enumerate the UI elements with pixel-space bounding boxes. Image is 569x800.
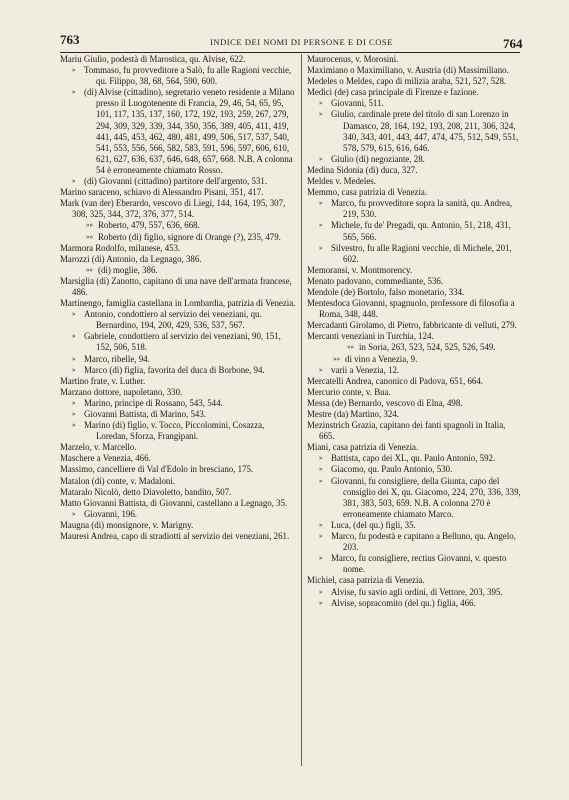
index-entry [60, 254, 296, 265]
index-entry: » Luca, (del qu.) figli, 35. [319, 519, 416, 530]
index-entry [60, 376, 296, 387]
index-entry-text: Mendole (de) Bortolo, falso monetario, 334. [307, 286, 465, 297]
index-entry-text: Luca, (del qu.) figli, 35. [331, 519, 416, 530]
index-entry-text: Battista, capo dei XL, qu. Paulo Antonio, 592. [331, 453, 496, 464]
index-entry-text: Giovanni, 196. [84, 508, 137, 519]
index-entry [307, 575, 521, 586]
index-entry-text: Maugna (di) monsignore, v. Marigny. [60, 519, 194, 530]
index-entry [307, 409, 521, 420]
index-entry [307, 165, 521, 176]
page-number-right: 764 [503, 36, 523, 51]
index-entry-text: Giulio (di) negoziante, 28. [331, 153, 425, 164]
page-header [0, 32, 569, 52]
index-entry-text: Maschere a Venezia, 466. [60, 453, 151, 464]
index-entry: » Giovanni, 511. [319, 98, 384, 109]
index-entry [307, 187, 521, 198]
index-entry [60, 476, 296, 487]
index-entry-text: Memoransi, v. Montmorency. [307, 264, 413, 275]
index-column-left [60, 54, 296, 542]
index-entry-text: Alvise, fu savio agli ordini, di Vettore, 203, 395. [331, 586, 503, 597]
index-entry: » Marco (di) figlia, favorita del duca di Borbone, 94. [72, 364, 265, 375]
index-entry: » Giacomo, qu. Paulo Antonio, 530. [319, 464, 453, 475]
index-entry [60, 531, 296, 542]
index-entry-text: Giacomo, qu. Paulo Antonio, 530. [331, 464, 453, 475]
index-entry-text: Roberto, 479, 557, 636, 668. [98, 220, 200, 231]
index-entry: » Gabriele, condottiero al servizio dei veneziani, 90, 151, 152, 506, 518. [72, 331, 281, 353]
index-entry-text: di vino a Venezia, 9. [345, 353, 418, 364]
index-entry-text: in Soria, 263, 523, 524, 525, 526, 549. [359, 342, 496, 353]
index-entry-text: Marco, fu consigliere, rectius Giovanni, v. questo nome. [331, 553, 507, 575]
index-entry [307, 54, 521, 65]
index-entry: » Battista, capo dei XL, qu. Paulo Antonio, 592. [319, 453, 496, 464]
index-entry-text: Silvestro, fu alle Ragioni vecchie, di Michele, 201, 602. [331, 242, 512, 264]
index-entry-text: Meldes v. Medeles. [307, 176, 376, 187]
header-rule [60, 52, 520, 53]
index-entry: » (di) Giovanni (cittadino) partitore dell'argento, 531. [72, 176, 268, 187]
index-entry-text: (di) Alvise (cittadino), segretario veneto residente a Milano presso il Luogotenente di Francia, 29, 46, 54, 65, 95, 101, 117, 135, 137, 160, 172, 192, 193, 259, 267, 279, 294, 309, 329, 339, 344, 350, 356, 389, 405, 411, 419, 441, 445, 453, 462, 480, 481, 499, 506, 517, 537, 540, 541, 553, 556, 566, 582, 583, 591, 596, 597, 606, 610, 621, 627, 636, 637, 646, 648, 657, 668. N.B. A colonna 54 è erroneamente chiamato Rosso. [84, 87, 295, 175]
index-entry-text: Marozzi (di) Antonio, da Legnago, 386. [60, 253, 202, 264]
index-entry-text: Mercurio conte, v. Bua. [307, 386, 391, 397]
index-entry-text: Massimo, cancelliere di Val d'Edolo in bresciano, 175. [60, 464, 254, 475]
index-entry: »» in Soria, 263, 523, 524, 525, 526, 549. [347, 342, 496, 353]
running-head: INDICE DEI NOMI DI PERSONE E DI COSE [210, 37, 393, 47]
index-entry [60, 487, 296, 498]
index-entry-text: (di) Giovanni (cittadino) partitore dell'argento, 531. [84, 176, 268, 187]
index-entry-text: Antonio, condottiero al servizio dei veneziani, qu. Bernardino, 194, 200, 429, 536, 537, 567. [84, 309, 262, 331]
index-entry: » Marco, fu podestà e capitano a Belluno, qu. Angelo, 203. [319, 531, 516, 553]
index-entry-text: Marco, fu podestà e capitano a Belluno, qu. Angelo, 203. [331, 531, 516, 553]
index-entry-text: Marino, principe di Rossano, 543, 544. [84, 397, 223, 408]
index-entry [60, 520, 296, 531]
index-entry [307, 398, 521, 409]
index-entry-text: Marsiglia (di) Zanotto, capitano di una nave dell'armata francese, 486. [60, 275, 292, 297]
index-entry [60, 54, 296, 65]
index-entry-text: Michele, fu de' Pregadi, qu. Antonio, 51, 218, 431, 565, 566. [331, 220, 511, 242]
index-entry: » Tommaso, fu provveditore a Salò, fu alle Ragioni vecchie, qu. Filippo, 38, 68, 564, 590, 600. [72, 65, 292, 87]
index-entry [307, 287, 521, 298]
index-entry-text: Medeles o Meldes, capo di milizia araba, 521, 527, 528. [307, 76, 507, 87]
index-entry-text: Roberto (di) figlio, signore di Orange (?), 235, 479. [98, 231, 281, 242]
index-entry: » Marino (di) figlio, v. Tocco, Piccolomini, Cosazza, Loredan, Sforza, Frangipani. [72, 420, 265, 442]
index-entry: » Marco, ribelle, 94. [72, 353, 150, 364]
index-entry: » Marco, fu provveditore sopra la sanità, qu. Andrea, 219, 530. [319, 198, 513, 220]
index-entry: » Michele, fu de' Pregadi, qu. Antonio, 51, 218, 431, 565, 566. [319, 220, 511, 242]
index-entry-text: Maximiano o Maximiliano, v. Austria (di) Massimiliano. [307, 65, 509, 76]
index-entry [307, 387, 521, 398]
index-entry-text: Giovanni Battista, di Marino, 543. [84, 409, 207, 419]
index-entry-text: Mercadanti Girolamo, di Pietro, fabbricante di velluti, 279. [307, 320, 517, 331]
index-entry-text: (di) moglie, 386. [98, 264, 158, 275]
index-entry [307, 176, 521, 187]
index-entry: » Alvise, fu savio agli ordini, di Vettore, 203, 395. [319, 586, 503, 597]
index-entry [60, 298, 296, 309]
index-entry [60, 442, 296, 453]
index-entry: » Alvise, sopracomito (del qu.) figlia, 466. [319, 597, 476, 608]
index-entry: » Silvestro, fu alle Ragioni vecchie, di Michele, 201, 602. [319, 242, 512, 264]
index-entry [307, 298, 521, 320]
index-entry-text: Matto Giovanni Battista, di Giovanni, castellano a Legnago, 35. [60, 497, 288, 508]
index-entry-text: Messa (de) Bernardo, vescovo di Elna, 498. [307, 397, 463, 408]
index-entry-text: Marzano dottore, napoletano, 330. [60, 386, 183, 397]
index-entry-text: Marmora Rodolfo, milanese, 453. [60, 242, 181, 253]
index-entry-text: Menato padovano, commediante, 536. [307, 275, 444, 286]
index-entry-text: Martino frate, v. Luther. [60, 375, 146, 386]
index-entry-text: Medici (de) casa principale di Firenze e fazione. [307, 87, 479, 98]
column-divider [301, 54, 302, 766]
index-entry: » Giovanni, 196. [72, 508, 137, 519]
index-entry: » Antonio, condottiero al servizio dei veneziani, qu. Bernardino, 194, 200, 429, 536, 537, 567. [72, 309, 262, 331]
index-entry [60, 453, 296, 464]
index-entry-text: Martinengo, famiglia castellana in Lombardia, patrizia di Venezia. [60, 298, 296, 309]
index-entry: »» Roberto (di) figlio, signore di Orange (?), 235, 479. [86, 231, 281, 242]
index-entry-text: Marco, fu provveditore sopra la sanità, qu. Andrea, 219, 530. [331, 198, 513, 220]
index-entry-text: Mercanti veneziani in Turchia, 124. [307, 331, 434, 342]
index-entry [307, 87, 521, 98]
index-entry-text: Matalon (di) conte, v. Madaloni. [60, 475, 176, 486]
index-entry [307, 65, 521, 76]
index-entry-text: Marino (di) figlio, v. Tocco, Piccolomini, Cosazza, Loredan, Sforza, Frangipani. [84, 420, 265, 442]
index-entry-text: Mauresi Andrea, capo di stradiotti al servizio dei veneziani, 261. [60, 531, 290, 542]
index-entry [307, 265, 521, 276]
index-entry-text: Michiel, casa patrizia di Venezia. [307, 575, 425, 586]
index-entry [307, 276, 521, 287]
index-entry: »» di vino a Venezia, 9. [333, 353, 418, 364]
index-entry-text: Gabriele, condottiero al servizio dei veneziani, 90, 151, 152, 506, 518. [84, 331, 281, 353]
index-entry-text: Marino saraceno, schiavo di Alessandro Pisani, 351, 417. [60, 187, 264, 198]
index-entry-text: Mataralo Nicolò, detto Diavoletto, bandito, 507. [60, 486, 232, 497]
index-entry-text: Marco, ribelle, 94. [84, 353, 150, 364]
index-entry-text: Giovanni, 511. [331, 98, 384, 109]
index-entry-text: Mariu Giulio, podestà di Marostica, qu. Alvise, 622. [60, 54, 246, 64]
index-entry-text: Medina Sidonia (di) duca, 327. [307, 164, 418, 175]
index-entry [60, 198, 296, 220]
index-entry: » Giovanni Battista, di Marino, 543. [72, 409, 207, 419]
index-entry-text: Marzelo, v. Marcello. [60, 442, 137, 453]
index-entry [307, 76, 521, 87]
index-entry [60, 276, 296, 298]
index-entry [307, 420, 521, 442]
index-entry-text: Miani, casa patrizia di Venezia. [307, 442, 419, 453]
index-entry: »» (di) moglie, 386. [86, 264, 158, 275]
index-entry [307, 442, 521, 453]
index-entry: » Marco, fu consigliere, rectius Giovanni, v. questo nome. [319, 553, 507, 575]
index-entry [307, 376, 521, 387]
index-entry [60, 187, 296, 198]
index-entry: » varii a Venezia, 12. [319, 364, 400, 375]
index-entry-text: Giulio, cardinale prete del titolo di san Lorenzo in Damasco, 28, 164, 192, 193, 208, 211, 306, 324, 340, 343, 401, 443, 447, 474, 475, 512, 549, 551, 578, 579, 615, 616, 646. [331, 109, 519, 153]
index-entry: » Giulio (di) negoziante, 28. [319, 153, 425, 164]
index-entry: » (di) Alvise (cittadino), segretario veneto residente a Milano presso il Luogotenente di Francia, 29, 46, 54, 65, 95, 101, 117, 135, 137, 160, 172, 192, 193, 259, 267, 279, 294, 309, 329, 339, 344, 350, 356, 389, 405, 411, 419, 441, 445, 453, 462, 480, 481, 499, 506, 517, 537, 540, 541, 553, 556, 566, 582, 583, 591, 596, 597, 606, 610, 621, 627, 636, 637, 646, 648, 657, 668. N.B. A colonna 54 è erroneamente chiamato Rosso. [72, 87, 295, 175]
index-entry-text: Mestre (da) Martino, 324. [307, 409, 399, 419]
index-entry-text: Mercatelli Andrea, canonico di Padova, 651, 664. [307, 375, 483, 386]
index-entry: » Giulio, cardinale prete del titolo di san Lorenzo in Damasco, 28, 164, 192, 193, 208, 211, 306, 324, 340, 343, 401, 443, 447, 474, 475, 512, 549, 551, 578, 579, 615, 616, 646. [319, 109, 519, 153]
index-entry-text: Alvise, sopracomito (del qu.) figlia, 466. [331, 597, 476, 608]
index-entry-text: Tommaso, fu provveditore a Salò, fu alle Ragioni vecchie, qu. Filippo, 38, 68, 564, 590, 600. [84, 65, 292, 87]
index-entry-text: Mentesdoca Giovanni, spagnuolo, professore di filosofia a Roma, 348, 448. [307, 298, 515, 320]
index-entry-text: Memmo, casa patrizia di Venezia. [307, 187, 428, 198]
index-entry [60, 464, 296, 475]
index-column-right [307, 54, 521, 609]
page-number-left: 763 [60, 32, 80, 47]
index-entry-text: Giovanni, fu consigliere, della Giunta, capo del consiglio dei X, qu. Giacomo, 224, 270, 336, 339, 381, 383, 503, 659. N.B. A colonna 270 è erroneamente chiamato Marco. [331, 475, 521, 519]
index-entry-text: Mark (van der) Eberardo, vescovo di Liegi, 144, 164, 195, 307, 308, 325, 344, 372, 376, 377, 514. [60, 198, 286, 220]
index-entry-text: varii a Venezia, 12. [331, 364, 400, 375]
index-entry [60, 243, 296, 254]
index-entry: »» Roberto, 479, 557, 636, 668. [86, 220, 200, 231]
index-entry-text: Marco (di) figlia, favorita del duca di Borbone, 94. [84, 364, 265, 375]
index-entry [307, 320, 521, 331]
index-entry: » Giovanni, fu consigliere, della Giunta, capo del consiglio dei X, qu. Giacomo, 224, 270, 336, 339, 381, 383, 503, 659. N.B. A colonna 270 è erroneamente chiamato Marco. [319, 475, 521, 519]
index-entry-text: Maurocenus, v. Morosini. [307, 54, 399, 64]
index-entry-text: Mezinstrich Grazia, capitano dei fanti spagnoli in Italia, 665. [307, 420, 506, 442]
index-entry [307, 331, 521, 342]
index-entry: » Marino, principe di Rossano, 543, 544. [72, 397, 223, 408]
index-entry [60, 387, 296, 398]
index-entry [60, 498, 296, 509]
